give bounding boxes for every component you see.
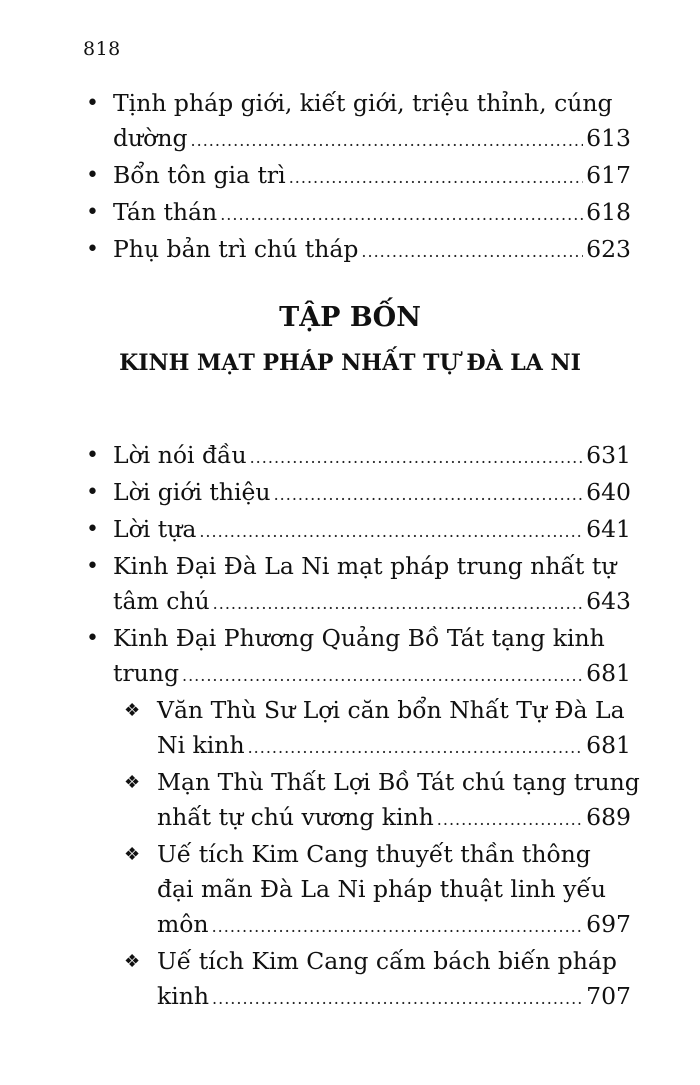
toc-entry-line <box>113 656 631 693</box>
toc-page-number: 689 <box>586 803 631 831</box>
toc-entry-title: Kinh Đại Đà La Ni mạt pháp trung nhất tự <box>113 552 617 580</box>
bullet-icon: • <box>86 91 99 116</box>
dot-leader <box>220 197 583 232</box>
toc-entry <box>0 549 700 621</box>
toc-entry-title: Uế tích Kim Cang cấm bách biến pháp <box>157 947 617 975</box>
toc-entry-line <box>113 195 631 232</box>
toc-sub-entry <box>0 693 700 765</box>
toc-page-number: 707 <box>586 982 631 1010</box>
diamond-bullet-icon: ❖ <box>124 700 141 721</box>
bullet-icon: • <box>86 237 99 262</box>
bullet-icon: • <box>86 517 99 542</box>
toc-entry-line <box>113 621 631 656</box>
toc-entry-line <box>157 800 631 837</box>
toc-entry <box>0 512 700 549</box>
toc-page-number: 623 <box>586 235 631 263</box>
toc-entry-line <box>157 907 631 944</box>
toc-entry-line <box>157 693 631 728</box>
dot-leader <box>191 123 584 158</box>
toc-entry <box>0 195 700 232</box>
toc-entry-line <box>113 121 631 158</box>
dot-leader <box>182 658 583 693</box>
toc-entry-title: Uế tích Kim Cang thuyết thần thông <box>157 840 591 868</box>
diamond-bullet-icon: ❖ <box>124 844 141 865</box>
toc-entry-line <box>113 512 631 549</box>
bullet-icon: • <box>86 554 99 579</box>
toc-entry-line <box>157 765 640 800</box>
toc-entry-title: kinh <box>157 982 210 1010</box>
toc-entry-line <box>113 438 631 475</box>
toc-sub-entry <box>0 837 700 944</box>
dot-leader <box>248 730 584 765</box>
toc-entry-line <box>157 979 631 1016</box>
toc-entry-line <box>157 944 631 979</box>
toc-entry-title: nhất tự chú vương kinh <box>157 803 434 831</box>
toc-page-number: 697 <box>586 910 631 938</box>
toc-entry <box>0 475 700 512</box>
toc-entry <box>0 86 700 158</box>
toc-entry-title: Ni kinh <box>157 731 245 759</box>
bullet-icon: • <box>86 200 99 225</box>
toc-entry-title: trung <box>113 659 179 687</box>
dot-leader <box>199 514 583 549</box>
toc-list-main <box>0 438 700 1016</box>
toc-page-number: 643 <box>586 587 631 615</box>
toc-entry-title: Văn Thù Sư Lợi căn bổn Nhất Tự Đà La <box>157 696 625 724</box>
dot-leader <box>212 909 584 944</box>
toc-page-number: 613 <box>586 124 631 152</box>
toc-entry-title: đại mãn Đà La Ni pháp thuật linh yếu <box>157 875 607 903</box>
diamond-bullet-icon: ❖ <box>124 951 141 972</box>
dot-leader <box>361 234 583 269</box>
dot-leader <box>213 586 584 621</box>
toc-entry-line <box>113 584 631 621</box>
toc-entry-title: Phụ bản trì chú tháp <box>113 235 359 263</box>
toc-page-number: 681 <box>586 659 631 687</box>
toc-page-number: 641 <box>586 515 631 543</box>
toc-entry-title: Lời tựa <box>113 515 197 543</box>
toc-entry-line <box>113 232 631 269</box>
toc-entry <box>0 438 700 475</box>
bullet-icon: • <box>86 480 99 505</box>
toc-entry-line <box>113 549 631 584</box>
sutra-title: KINH MẠT PHÁP NHẤT TỰ ĐÀ LA NI <box>119 350 581 376</box>
toc-entry-line <box>157 837 631 872</box>
toc-entry-title: Mạn Thù Thất Lợi Bồ Tát chú tạng trung <box>157 768 640 796</box>
toc-entry-title: Lời nói đầu <box>113 441 247 469</box>
toc-entry <box>0 232 700 269</box>
toc-entry-title: Lời giới thiệu <box>113 478 271 506</box>
dot-leader <box>274 477 584 512</box>
bullet-icon: • <box>86 443 99 468</box>
toc-page-number: 681 <box>586 731 631 759</box>
toc-page-number: 640 <box>586 478 631 506</box>
volume-title: TẬP BỐN <box>279 302 421 333</box>
toc-entry-line <box>113 475 631 512</box>
toc-entry-line <box>157 872 631 907</box>
toc-page-number: 631 <box>586 441 631 469</box>
toc-entry-title: tâm chú <box>113 587 210 615</box>
toc-entry-title: Kinh Đại Phương Quảng Bồ Tát tạng kinh <box>113 624 605 652</box>
bullet-icon: • <box>86 163 99 188</box>
toc-sub-entry <box>0 944 700 1016</box>
bullet-icon: • <box>86 626 99 651</box>
dot-leader <box>212 981 583 1016</box>
diamond-bullet-icon: ❖ <box>124 772 141 793</box>
dot-leader <box>289 160 583 195</box>
toc-entry-title: dường <box>113 124 188 152</box>
toc-entry-title: Tán thán <box>113 198 218 226</box>
toc-sub-entry <box>0 765 700 837</box>
toc-entry-title: môn <box>157 910 209 938</box>
dot-leader <box>250 440 584 475</box>
page-number: 818 <box>83 38 121 60</box>
toc-entry-title: Bổn tôn gia trì <box>113 161 286 189</box>
toc-entry <box>0 158 700 195</box>
toc-entry-line <box>157 728 631 765</box>
toc-list-top <box>0 86 700 269</box>
toc-entry-line <box>113 158 631 195</box>
dot-leader <box>437 802 583 837</box>
toc-page-number: 618 <box>586 198 631 226</box>
toc-page-number: 617 <box>586 161 631 189</box>
toc-entry-title: Tịnh pháp giới, kiết giới, triệu thỉnh, cúng <box>113 89 613 117</box>
toc-entry <box>0 621 700 693</box>
toc-entry-line <box>113 86 631 121</box>
